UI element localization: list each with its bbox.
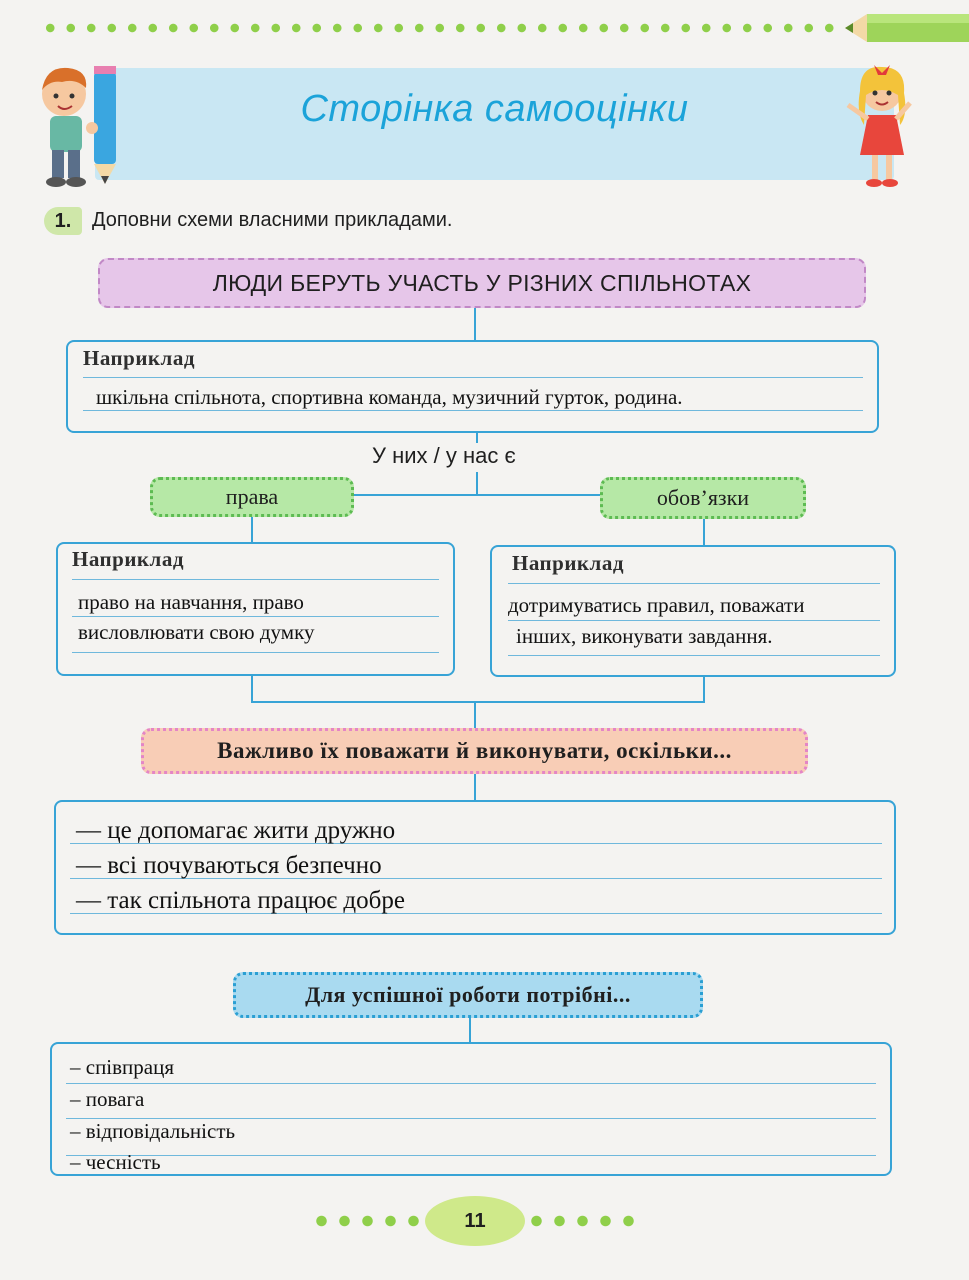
success-pill bbox=[233, 972, 703, 1018]
reason-answer-1: — це допомагає жити дружно bbox=[76, 817, 396, 844]
girl-waving-illustration bbox=[838, 55, 918, 190]
duties-answer-line-2: інших, виконувати завдання. bbox=[516, 624, 773, 648]
reason-answer-2: — всі почуваються безпечно bbox=[76, 852, 382, 879]
requirement-answer-2: – повага bbox=[70, 1087, 145, 1111]
boy-with-pencil-illustration bbox=[22, 52, 132, 192]
page-title: Сторінка самооцінки bbox=[300, 88, 689, 130]
writing-line bbox=[66, 1083, 876, 1084]
footer-dots-right bbox=[525, 1214, 640, 1228]
connector-line bbox=[474, 774, 476, 800]
footer-dots-left bbox=[310, 1214, 425, 1228]
connector-line bbox=[476, 433, 478, 443]
connector-line bbox=[251, 517, 253, 542]
writing-line bbox=[72, 579, 439, 580]
reason-answer-3: — так спільнота працює добре bbox=[76, 887, 405, 914]
connector-line bbox=[251, 676, 253, 702]
connector-line bbox=[703, 677, 705, 702]
connector-line bbox=[474, 702, 476, 729]
writing-line bbox=[72, 652, 439, 653]
example-label: Наприклад bbox=[83, 346, 195, 370]
importance-pill bbox=[141, 728, 808, 774]
duties-label: обов’язки bbox=[656, 485, 750, 510]
connector-line bbox=[251, 701, 705, 703]
success-label: Для успішної роботи потрібні... bbox=[305, 982, 631, 1007]
writing-line bbox=[508, 620, 880, 621]
example-label: Наприклад bbox=[512, 551, 624, 575]
connector-line bbox=[703, 519, 705, 545]
rights-pill bbox=[150, 477, 354, 517]
writing-line bbox=[508, 655, 880, 656]
requirement-answer-4: – чесність bbox=[70, 1150, 161, 1174]
requirement-answer-3: – відповідальність bbox=[70, 1119, 236, 1143]
writing-line bbox=[83, 377, 863, 378]
rights-answer-line-2: висловлювати свою думку bbox=[78, 620, 315, 644]
duties-answer-line-1: дотримуватись правил, поважати bbox=[508, 593, 805, 617]
connector-text: У них / у нас є bbox=[372, 443, 516, 468]
requirement-answer-1: – співпраця bbox=[70, 1055, 175, 1079]
rights-answer-line-1: право на навчання, право bbox=[78, 590, 304, 614]
importance-label: Важливо їх поважати й виконувати, оскільки... bbox=[217, 738, 732, 763]
task-instruction: Доповни схеми власними прикладами. bbox=[92, 209, 453, 231]
task-number-badge: 1. bbox=[44, 207, 82, 235]
communities-answer: шкільна спільнота, спортивна команда, музичний гурток, родина. bbox=[96, 385, 683, 409]
connector-line bbox=[476, 472, 478, 495]
writing-line bbox=[72, 616, 439, 617]
pencil-icon bbox=[845, 10, 969, 46]
main-title-text: ЛЮДИ БЕРУТЬ УЧАСТЬ У РІЗНИХ СПІЛЬНОТАХ bbox=[212, 269, 752, 296]
duties-pill bbox=[600, 477, 806, 519]
writing-line bbox=[508, 583, 880, 584]
top-dotted-line bbox=[40, 22, 845, 34]
connector-line bbox=[469, 1018, 471, 1042]
writing-line bbox=[66, 1155, 876, 1156]
connector-line bbox=[354, 494, 602, 496]
main-title-pill bbox=[98, 258, 866, 308]
page-number: 11 bbox=[425, 1196, 525, 1246]
connector-line bbox=[474, 308, 476, 340]
rights-label: права bbox=[225, 484, 279, 509]
writing-line bbox=[83, 410, 863, 411]
example-label: Наприклад bbox=[72, 547, 184, 571]
